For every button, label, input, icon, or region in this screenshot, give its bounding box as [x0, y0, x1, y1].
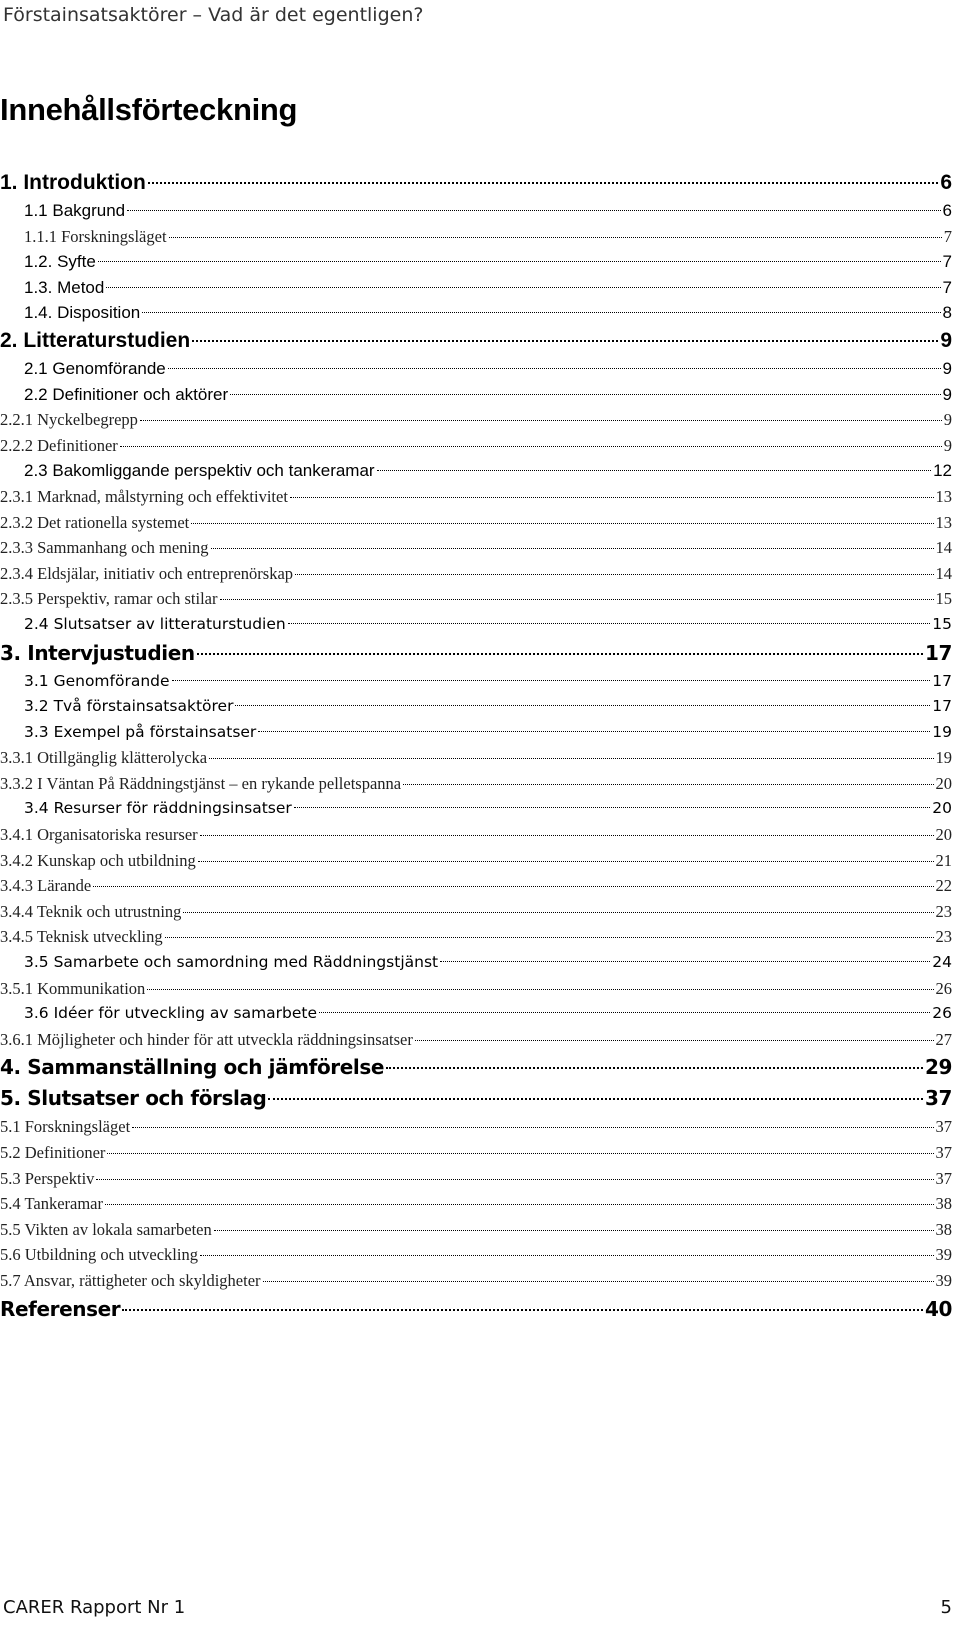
toc-leader: [319, 1012, 930, 1013]
toc-entry-page: 9: [942, 384, 952, 404]
toc-leader: [198, 861, 934, 862]
toc-entry-page: 22: [935, 876, 952, 896]
toc-leader: [230, 394, 940, 395]
toc-entry[interactable]: [0, 1191, 952, 1217]
toc-entry-page: 15: [932, 614, 952, 633]
toc-entry-label: 4. Sammanställning och jämförelse: [0, 1055, 385, 1080]
toc-entry-label: 2.3.4 Eldsjälar, initiativ och entreprenörskap: [0, 563, 294, 583]
toc-entry-label: 2.2.2 Definitioner: [0, 435, 118, 455]
toc-entry[interactable]: [0, 1083, 952, 1114]
toc-entry-label: 2.3.1 Marknad, målstyrning och effektivitet: [0, 486, 288, 506]
toc-entry-label: Referenser: [0, 1296, 121, 1321]
toc-leader: [106, 287, 940, 288]
toc-entry-page: 14: [935, 538, 952, 558]
toc-entry-label: 5.5 Vikten av lokala samarbeten: [0, 1219, 212, 1239]
toc-leader: [172, 680, 931, 681]
toc-leader: [209, 758, 933, 759]
toc-leader: [192, 340, 938, 342]
toc-entry-label: 1.3. Metod: [24, 277, 105, 297]
toc-entry-label: 3.3.2 I Väntan På Räddningstjänst – en rykande pelletspanna: [0, 773, 402, 793]
toc-entry-page: 26: [932, 1004, 952, 1023]
toc-entry-label: 3.6.1 Möjligheter och hinder för att utveckla räddningsinsatser: [0, 1029, 413, 1049]
toc-leader: [140, 420, 942, 421]
toc-leader: [200, 835, 934, 836]
footer-report-name: CARER Rapport Nr 1: [3, 1597, 186, 1618]
toc-leader: [403, 784, 933, 785]
toc-entry-page: 9: [943, 435, 952, 455]
toc-entry[interactable]: [0, 300, 952, 326]
toc-entry-label: 2.2 Definitioner och aktörer: [24, 384, 229, 404]
toc-leader: [148, 182, 938, 184]
toc-entry[interactable]: [0, 1166, 952, 1192]
toc-entry[interactable]: [0, 848, 952, 874]
toc-leader: [200, 1255, 934, 1256]
toc-entry-label: 2.2.1 Nyckelbegrepp: [0, 410, 138, 430]
toc-leader: [288, 623, 931, 624]
toc-entry-page: 17: [924, 640, 952, 665]
toc-leader: [169, 237, 942, 238]
page-footer: [3, 1597, 952, 1618]
toc-entry-page: 12: [933, 461, 952, 481]
toc-entry-label: 2.4 Slutsatser av litteraturstudien: [24, 614, 286, 633]
toc-entry-page: 21: [935, 850, 952, 870]
table-of-contents: [0, 168, 952, 1325]
toc-leader: [268, 1098, 922, 1100]
toc-entry[interactable]: [0, 950, 952, 976]
toc-entry[interactable]: [0, 1242, 952, 1268]
toc-entry[interactable]: [0, 720, 952, 746]
toc-entry[interactable]: [0, 382, 952, 408]
toc-entry-label: 3.5 Samarbete och samordning med Räddningstjänst: [24, 953, 439, 972]
toc-entry[interactable]: [0, 484, 952, 510]
toc-leader: [440, 961, 930, 962]
toc-entry-page: 7: [942, 252, 952, 272]
toc-entry-page: 38: [935, 1194, 952, 1214]
toc-leader: [211, 548, 934, 549]
toc-entry[interactable]: [0, 1268, 952, 1294]
toc-entry-label: 2.3.2 Det rationella systemet: [0, 512, 190, 532]
toc-entry-page: 26: [935, 978, 952, 998]
toc-entry[interactable]: [0, 638, 952, 669]
toc-entry-label: 3.5.1 Kommunikation: [0, 978, 146, 998]
toc-entry-label: 1.1 Bakgrund: [24, 201, 126, 220]
toc-entry-page: 39: [935, 1270, 952, 1290]
toc-entry-page: 37: [935, 1168, 952, 1188]
toc-entry-page: 20: [932, 799, 952, 818]
toc-entry[interactable]: [0, 326, 952, 356]
toc-entry[interactable]: [0, 745, 952, 771]
toc-entry-label: 3.4 Resurser för räddningsinsatser: [24, 799, 292, 818]
toc-entry-page: 8: [942, 303, 952, 323]
toc-entry-label: 3.4.5 Teknisk utveckling: [0, 927, 163, 947]
toc-entry-page: 15: [935, 589, 952, 609]
toc-entry-page: 39: [935, 1245, 952, 1265]
toc-entry-page: 27: [935, 1029, 952, 1049]
toc-entry-page: 19: [935, 748, 952, 768]
toc-leader: [98, 261, 941, 262]
toc-entry[interactable]: [0, 1052, 952, 1083]
toc-leader: [197, 653, 923, 655]
toc-title: Innehållsförteckning: [0, 92, 298, 127]
toc-entry[interactable]: [0, 275, 952, 301]
toc-entry[interactable]: [0, 510, 952, 536]
toc-entry[interactable]: [0, 407, 952, 433]
toc-entry[interactable]: [0, 561, 952, 587]
toc-leader: [132, 1127, 933, 1128]
toc-entry-label: 2. Litteraturstudien: [0, 328, 191, 352]
toc-leader: [142, 312, 940, 313]
toc-leader: [93, 886, 933, 887]
toc-entry-page: 37: [935, 1117, 952, 1137]
toc-leader: [168, 368, 941, 369]
toc-entry[interactable]: [0, 976, 952, 1002]
toc-entry-label: 3.6 Idéer för utveckling av samarbete: [24, 1004, 318, 1023]
toc-entry[interactable]: [0, 1217, 952, 1243]
toc-entry[interactable]: [0, 669, 952, 695]
toc-entry-page: 13: [935, 486, 952, 506]
toc-entry[interactable]: [0, 796, 952, 822]
toc-entry[interactable]: [0, 1027, 952, 1053]
toc-entry-page: 19: [932, 722, 952, 741]
toc-entry-page: 14: [935, 563, 952, 583]
toc-entry-page: 6: [940, 171, 952, 194]
footer-page-number: 5: [940, 1597, 952, 1618]
toc-entry[interactable]: [0, 1114, 952, 1140]
toc-leader: [235, 705, 930, 706]
toc-entry-page: 7: [942, 277, 952, 297]
toc-entry-page: 20: [935, 773, 952, 793]
toc-leader: [377, 470, 931, 471]
toc-entry[interactable]: [0, 1001, 952, 1027]
toc-entry-label: 5.3 Perspektiv: [0, 1168, 95, 1188]
toc-leader: [290, 497, 934, 498]
toc-entry[interactable]: [0, 224, 952, 250]
toc-entry-page: 29: [924, 1055, 952, 1080]
toc-leader: [191, 523, 933, 524]
toc-entry[interactable]: [0, 249, 952, 275]
toc-entry-page: 38: [935, 1219, 952, 1239]
toc-entry-label: 3.1 Genomförande: [24, 671, 170, 690]
toc-entry[interactable]: [0, 1140, 952, 1166]
toc-leader: [96, 1179, 933, 1180]
toc-entry-page: 37: [924, 1086, 952, 1111]
toc-entry[interactable]: [0, 899, 952, 925]
toc-entry-page: 23: [935, 927, 952, 947]
toc-entry-label: 5.1 Forskningsläget: [0, 1117, 131, 1137]
toc-entry-label: 5.7 Ansvar, rättigheter och skyldigheter: [0, 1270, 261, 1290]
toc-entry[interactable]: [0, 771, 952, 797]
toc-leader: [107, 1153, 933, 1154]
toc-entry[interactable]: [0, 535, 952, 561]
toc-entry[interactable]: [0, 356, 952, 382]
toc-entry-label: 3.2 Två förstainsatsaktörer: [24, 697, 234, 716]
toc-entry-label: 1. Introduktion: [0, 171, 146, 194]
toc-entry-page: 24: [932, 953, 952, 972]
toc-entry[interactable]: [0, 458, 952, 484]
toc-entry-label: 1.2. Syfte: [24, 252, 96, 272]
toc-leader: [120, 446, 942, 447]
toc-entry-label: 3.4.1 Organisatoriska resurser: [0, 825, 198, 845]
toc-entry-page: 6: [942, 201, 952, 220]
toc-entry[interactable]: [0, 1294, 952, 1325]
toc-entry-label: 2.3.5 Perspektiv, ramar och stilar: [0, 589, 218, 609]
toc-entry-label: 1.4. Disposition: [24, 303, 141, 323]
toc-entry-page: 17: [932, 671, 952, 690]
toc-leader: [415, 1040, 934, 1041]
toc-leader: [105, 1204, 934, 1205]
toc-entry-label: 3.3.1 Otillgänglig klätterolycka: [0, 748, 208, 768]
toc-entry-page: 40: [924, 1296, 952, 1321]
toc-entry-label: 5.2 Definitioner: [0, 1143, 106, 1162]
toc-entry-page: 20: [935, 825, 952, 845]
toc-leader: [294, 807, 930, 808]
toc-leader: [258, 731, 930, 732]
toc-entry-label: 3.4.4 Teknik och utrustning: [0, 901, 182, 921]
toc-entry[interactable]: [0, 168, 952, 198]
toc-entry-page: 9: [943, 410, 952, 430]
toc-entry-label: 3. Intervjustudien: [0, 640, 195, 665]
toc-leader: [214, 1230, 934, 1231]
toc-entry-label: 2.3.3 Sammanhang och mening: [0, 538, 209, 558]
toc-entry[interactable]: [0, 873, 952, 899]
toc-entry-label: 2.3 Bakomliggande perspektiv och tankeramar: [24, 461, 375, 481]
toc-entry-label: 5.6 Utbildning och utveckling: [0, 1245, 198, 1265]
running-header: Förstainsatsaktörer – Vad är det egentligen?: [3, 4, 424, 26]
toc-leader: [165, 937, 934, 938]
toc-entry-label: 3.4.3 Lärande: [0, 876, 92, 896]
toc-entry-page: 23: [935, 901, 952, 921]
toc-entry-page: 9: [940, 328, 952, 352]
toc-entry[interactable]: [0, 612, 952, 638]
toc-leader: [127, 210, 940, 211]
toc-leader: [147, 989, 933, 990]
toc-entry[interactable]: [0, 198, 952, 224]
toc-entry-page: 9: [942, 358, 952, 378]
toc-leader: [386, 1067, 923, 1069]
toc-entry[interactable]: [0, 433, 952, 459]
toc-entry-label: 5.4 Tankeramar: [0, 1194, 103, 1214]
toc-entry-page: 7: [943, 226, 952, 246]
toc-entry-page: 37: [935, 1143, 952, 1162]
toc-leader: [122, 1309, 923, 1311]
toc-leader: [183, 912, 933, 913]
toc-entry-label: 2.1 Genomförande: [24, 358, 166, 378]
toc-entry-label: 3.4.2 Kunskap och utbildning: [0, 850, 196, 870]
toc-entry-label: 3.3 Exempel på förstainsatser: [24, 722, 257, 741]
toc-entry-label: 5. Slutsatser och förslag: [0, 1086, 267, 1111]
toc-entry[interactable]: [0, 924, 952, 950]
toc-entry[interactable]: [0, 694, 952, 720]
toc-leader: [295, 574, 933, 575]
toc-leader: [220, 599, 934, 600]
toc-entry-page: 17: [932, 697, 952, 716]
toc-leader: [263, 1281, 934, 1282]
toc-entry[interactable]: [0, 822, 952, 848]
toc-entry[interactable]: [0, 586, 952, 612]
toc-entry-page: 13: [935, 512, 952, 532]
toc-entry-label: 1.1.1 Forskningsläget: [24, 226, 167, 246]
